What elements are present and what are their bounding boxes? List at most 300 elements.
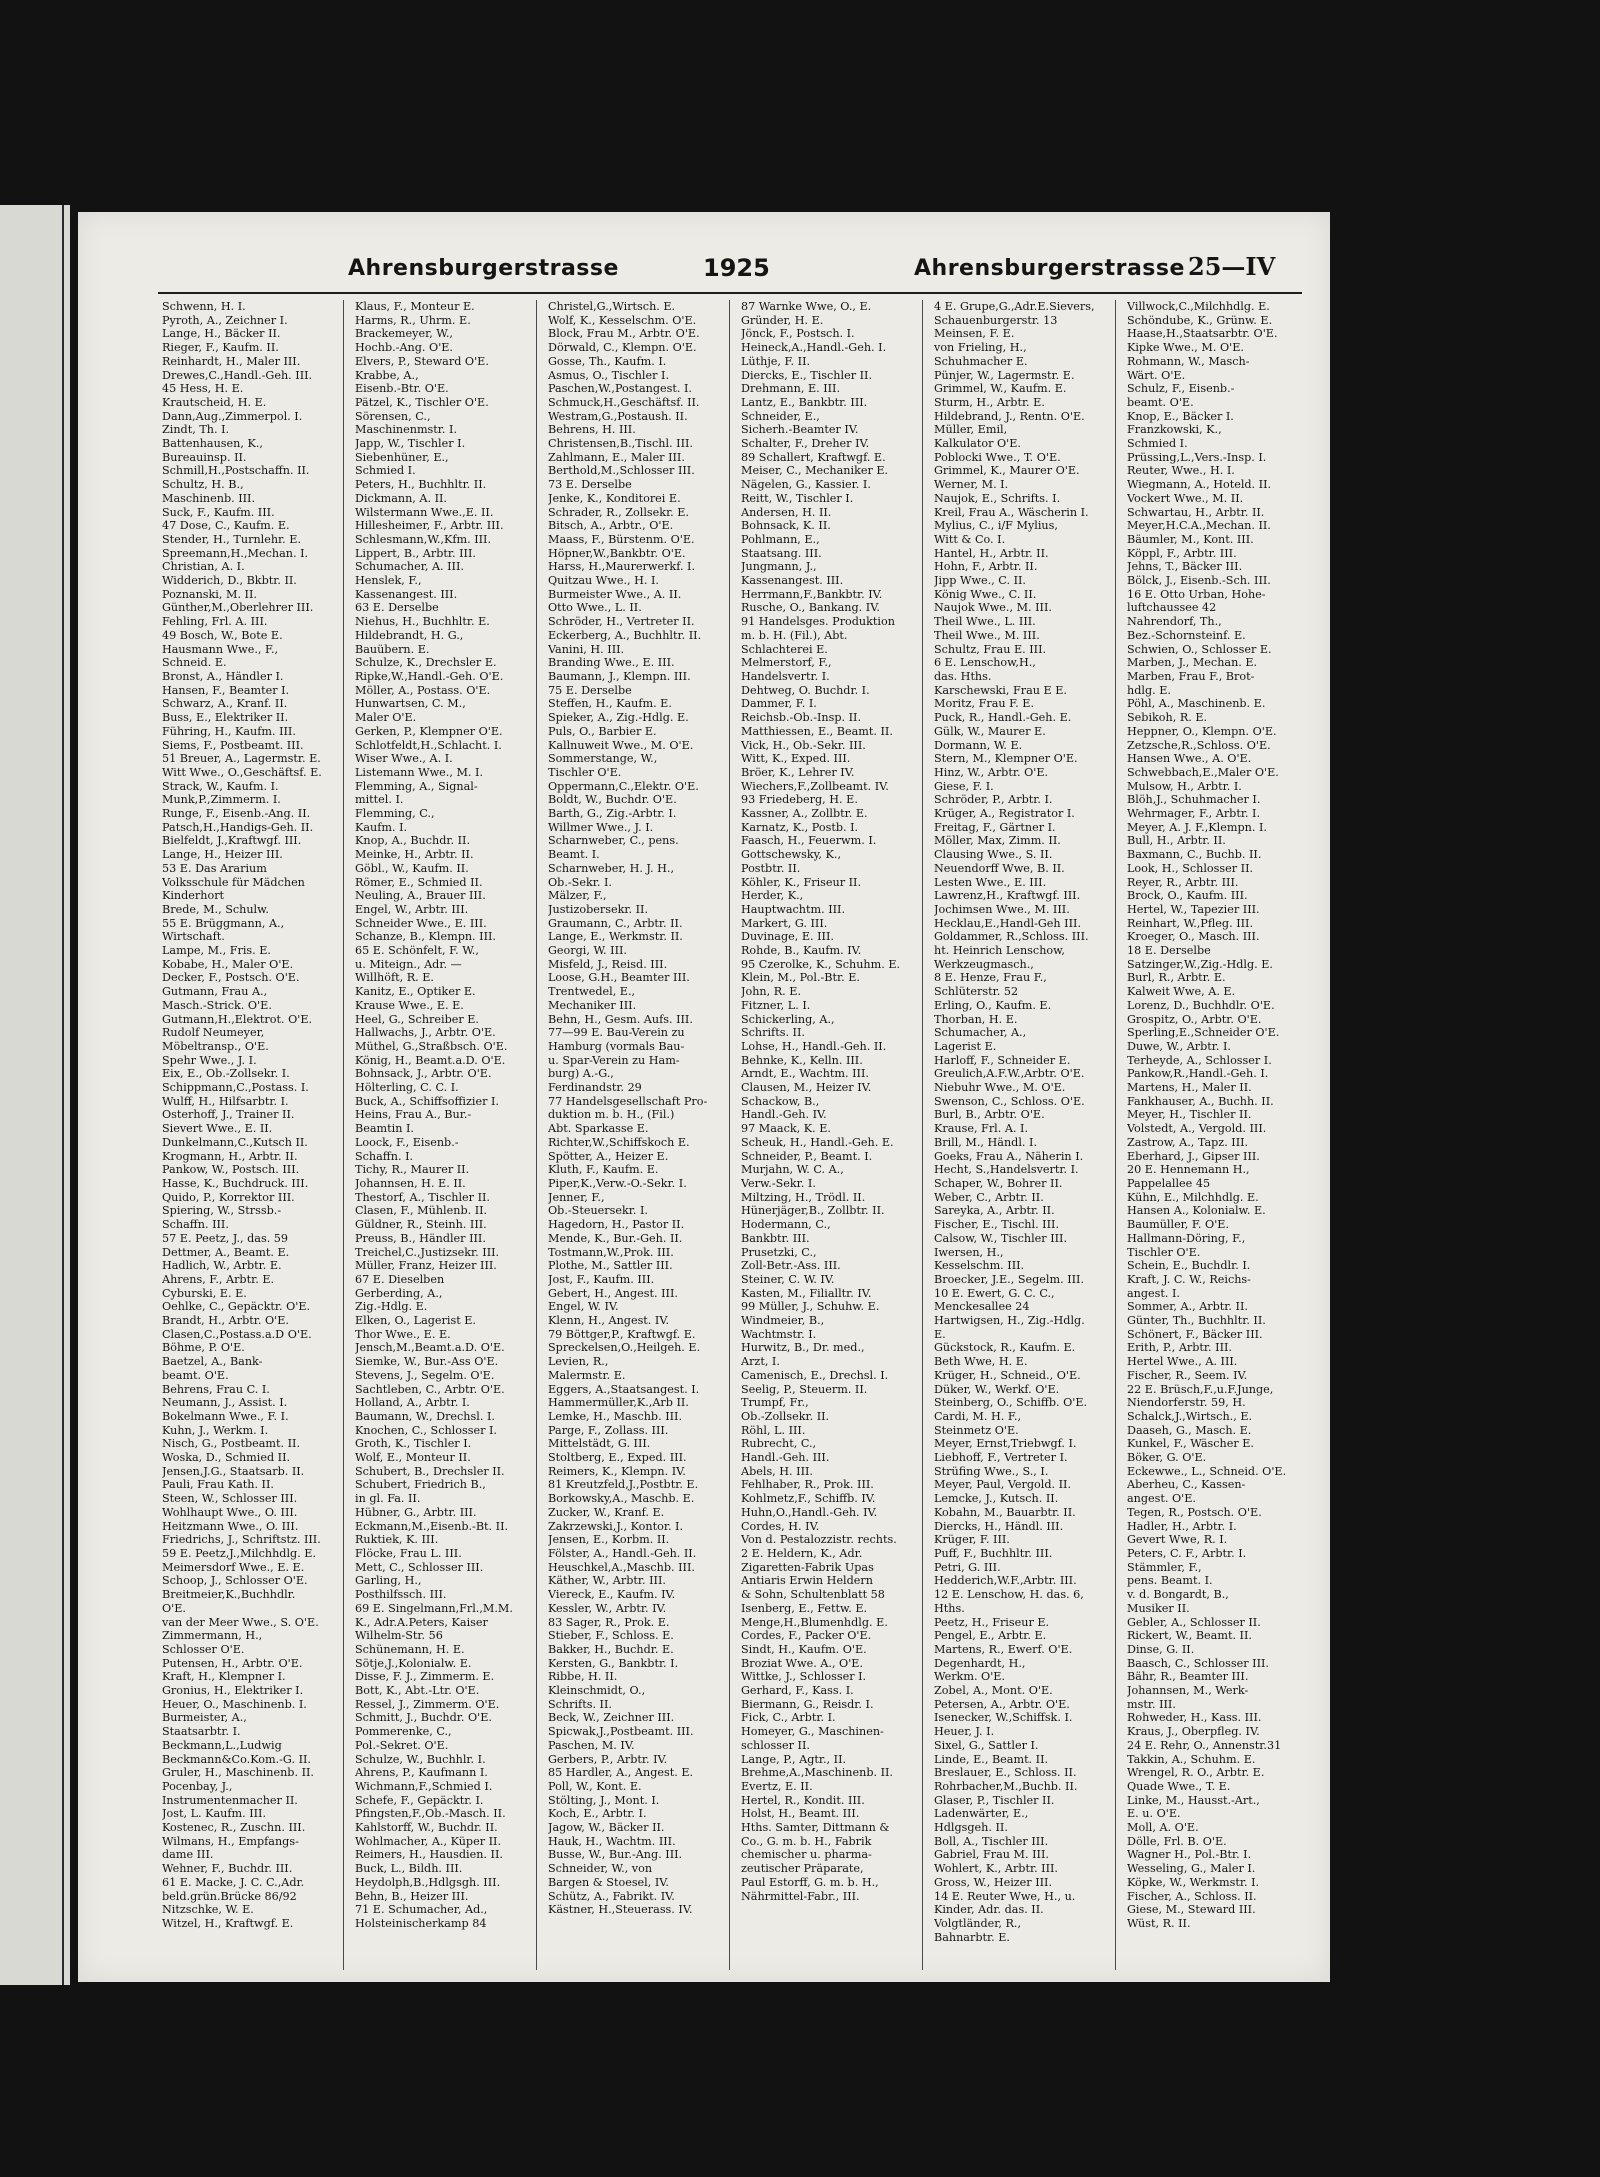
directory-entry: Gottschewsky, K.,	[741, 848, 842, 862]
directory-entry: 63 E. Derselbe	[355, 601, 439, 615]
directory-entry: Franzkowski, K.,	[1127, 423, 1222, 437]
directory-entry: Hauptwachtm. III.	[741, 902, 846, 916]
directory-entry: Wohlmacher, A., Küper II.	[355, 1834, 502, 1848]
directory-entry: Cardi, M. H. F.,	[934, 1409, 1021, 1423]
directory-entry: Tischler O'E.	[1127, 1245, 1201, 1259]
directory-entry: Willhöft, R. E.	[355, 971, 434, 985]
directory-entry: Christel,G.,Wirtsch. E.	[548, 300, 676, 313]
directory-entry: Behn, B., Heizer III.	[355, 1889, 469, 1903]
directory-entry: Thor Wwe., E. E.	[355, 1327, 451, 1341]
directory-entry: Meimersdorf Wwe., E. E.	[162, 1560, 305, 1574]
directory-entry: Werner, M. I.	[934, 478, 1009, 492]
directory-entry: Gerbers, P., Arbtr. IV.	[548, 1752, 668, 1766]
directory-entry: Dettmer, A., Beamt. E.	[162, 1245, 290, 1259]
directory-entry: Eckewwe., L., Schneid. O'E.	[1127, 1464, 1287, 1478]
directory-entry: Ahrens, P., Kaufmann I.	[355, 1766, 488, 1780]
directory-entry: Masch.-Strick. O'E.	[162, 998, 272, 1012]
directory-entry: Ribbe, H. II.	[548, 1670, 618, 1684]
directory-entry: 69 E. Singelmann,Frl.,M.M.	[355, 1601, 513, 1615]
directory-entry: Von d. Pestalozzistr. rechts.	[741, 1533, 897, 1547]
directory-entry: Prusetzki, C.,	[741, 1245, 817, 1259]
directory-entry: Wiechers,F.,Zollbeamt. IV.	[741, 779, 889, 793]
directory-entry: Brill, M., Händl. I.	[934, 1135, 1037, 1149]
directory-entry: 73 E. Derselbe	[548, 478, 632, 492]
directory-entry: 65 E. Schönfelt, F. W.,	[355, 944, 479, 958]
directory-entry: Kaufm. I.	[355, 820, 408, 834]
directory-entry: Krüger, F. III.	[934, 1533, 1010, 1547]
directory-entry: Gebler, A., Schlosser II.	[1127, 1615, 1261, 1629]
column-3	[548, 300, 730, 1970]
directory-entry: Spötter, A., Heizer E.	[548, 1149, 669, 1163]
directory-entry: Spieker, A., Zig.-Hdlg. E.	[548, 711, 689, 725]
directory-entry: Dehtweg, O. Buchdr. I.	[741, 683, 870, 697]
directory-entry: Knop, E., Bäcker I.	[1127, 409, 1234, 423]
directory-entry: Bohnsack, J., Arbtr. O'E.	[355, 1067, 492, 1081]
directory-entry: Hodermann, C.,	[741, 1218, 831, 1232]
directory-entry: Witt & Co. I.	[934, 532, 1006, 546]
directory-entry: Poll, W., Kont. E.	[548, 1779, 642, 1793]
directory-entry: Kessler, W., Arbtr. IV.	[548, 1601, 667, 1615]
directory-entry: Moll, A. O'E.	[1127, 1821, 1199, 1835]
directory-entry: Möller, Max, Zimm. II.	[934, 834, 1061, 848]
directory-entry: Sörensen, C.,	[355, 409, 431, 423]
directory-entry: das. Hths.	[934, 669, 992, 683]
directory-entry: Misfeld, J., Reisd. III.	[548, 957, 668, 971]
directory-entry: Sperling,E.,Schneider O'E.	[1127, 1026, 1280, 1040]
directory-entry: Vockert Wwe., M. II.	[1127, 491, 1244, 505]
directory-entry: 59 E. Peetz,J.,Milchhdlg. E.	[162, 1546, 317, 1560]
directory-entry: Engel, W., Arbtr. III.	[355, 902, 469, 916]
directory-entry: Stender, H., Turnlehr. E.	[162, 532, 301, 546]
directory-entry: Gosse, Th., Kaufm. I.	[548, 354, 667, 368]
directory-entry: Hansen, F., Beamter I.	[162, 683, 290, 697]
directory-entry: Blöh,J., Schuhmacher I.	[1127, 793, 1261, 807]
directory-entry: Volstedt, A., Vergold. III.	[1127, 1122, 1267, 1136]
directory-entry: Japp, W., Tischler I.	[355, 437, 466, 451]
directory-entry: Müller, Emil,	[934, 423, 1008, 437]
directory-entry: 57 E. Peetz, J., das. 59	[162, 1231, 289, 1245]
directory-entry: Buck, A., Schiffsoffizier I.	[355, 1094, 499, 1108]
directory-entry: Brede, M., Schulw.	[162, 902, 269, 916]
directory-entry: Gülk, W., Maurer E.	[934, 724, 1046, 738]
directory-entry: 95 Czerolke, K., Schuhm. E.	[741, 957, 901, 971]
directory-entry: Hübner, G., Arbtr. III.	[355, 1505, 477, 1519]
directory-entry: Krautscheid, H. E.	[162, 395, 267, 409]
directory-entry: Stieber, F., Schloss. E.	[548, 1629, 674, 1643]
directory-entry: Nährmittel-Fabr., III.	[741, 1889, 860, 1903]
directory-entry: Mittelstädt, G. III.	[548, 1437, 651, 1451]
directory-entry: Oppermann,C.,Elektr. O'E.	[548, 779, 699, 793]
directory-entry: Karschewski, Frau E E.	[934, 683, 1067, 697]
directory-entry: Suck, F., Kaufm. III.	[162, 505, 275, 519]
column-2	[355, 300, 537, 1970]
directory-entry: hdlg. E.	[1127, 683, 1171, 697]
directory-entry: Hadler, H., Arbtr. I.	[1127, 1519, 1237, 1533]
directory-entry: Kunkel, F., Wäscher E.	[1127, 1437, 1254, 1451]
directory-entry: Holsteinischerkamp 84	[355, 1916, 487, 1930]
directory-entry: Ob.-Steuersekr. I.	[548, 1204, 648, 1218]
directory-entry: Weber, C., Arbtr. II.	[934, 1190, 1044, 1204]
directory-entry: Rohrbacher,M.,Buchb. II.	[934, 1779, 1078, 1793]
directory-entry: Rohmann, W., Masch-	[1127, 354, 1250, 368]
directory-entry: Broziat Wwe. A., O'E.	[741, 1656, 864, 1670]
directory-entry: Staatsarbtr. I.	[162, 1725, 241, 1739]
directory-entry: angest. I.	[1127, 1286, 1180, 1300]
directory-entry: Decker, F., Postsch. O'E.	[162, 971, 300, 985]
directory-entry: Schwarz, A., Kranf. II.	[162, 697, 288, 711]
directory-entry: 99 Müller, J., Schuhw. E.	[741, 1300, 880, 1314]
directory-entry: Sturm, H., Arbtr. E.	[934, 395, 1045, 409]
directory-entry: beamt. O'E.	[162, 1368, 229, 1382]
directory-entry: Nägelen, G., Kassier. I.	[741, 478, 871, 492]
directory-entry: pens. Beamt. I.	[1127, 1574, 1213, 1588]
directory-entry: Burl, R., Arbtr. E.	[1127, 971, 1226, 985]
directory-entry: Hildebrand, J., Rentn. O'E.	[934, 409, 1085, 423]
directory-entry: Villwock,C.,Milchhdlg. E.	[1127, 300, 1270, 313]
directory-entry: Stoltberg, E., Exped. III.	[548, 1451, 687, 1465]
directory-entry: Iwersen, H.,	[934, 1245, 1004, 1259]
directory-entry: Steinmetz O'E.	[934, 1423, 1019, 1437]
directory-entry: Knop, A., Buchdr. II.	[355, 834, 471, 848]
directory-entry: Dammer, F. I.	[741, 697, 817, 711]
directory-entry: Reimers, K., Klempn. IV.	[548, 1464, 686, 1478]
directory-entry: Knochen, C., Schlosser I.	[355, 1423, 497, 1437]
directory-entry: Schmill,H.,Postschaffn. II.	[162, 464, 310, 478]
directory-entry: Staatsang. III.	[741, 546, 822, 560]
directory-entry: Krause Wwe., E. E.	[355, 998, 464, 1012]
directory-entry: Schrifts. II.	[548, 1697, 612, 1711]
directory-entry: Clausen, M., Heizer IV.	[741, 1081, 872, 1095]
directory-entry: Lemcke, J., Kutsch. II.	[934, 1492, 1059, 1506]
directory-entry: Schumacher, A. III.	[355, 560, 464, 574]
directory-entry: Spreckelsen,O.,Heilgeh. E.	[548, 1341, 701, 1355]
directory-entry: Liebhoff, F., Vertreter I.	[934, 1451, 1068, 1465]
directory-entry: Petersen, A., Arbtr. O'E.	[934, 1697, 1070, 1711]
directory-entry: Oehlke, C., Gepäcktr. O'E.	[162, 1300, 311, 1314]
directory-entry: chemischer u. pharma-	[741, 1848, 872, 1862]
directory-entry: Peters, H., Buchhltr. II.	[355, 478, 487, 492]
directory-entry: Bull, H., Arbtr. II.	[1127, 834, 1226, 848]
directory-entry: Georgi, W. III.	[548, 944, 627, 958]
directory-entry: Klaus, F., Monteur E.	[355, 300, 475, 313]
directory-entry: Kassenangest. III.	[741, 574, 844, 588]
directory-entry: 53 E. Das Ararium	[162, 861, 267, 875]
directory-entry: Sicherh.-Beamter IV.	[741, 423, 859, 437]
directory-entry: Kahlstorff, W., Buchdr. II.	[355, 1821, 498, 1835]
directory-entry: Look, H., Schlosser II.	[1127, 861, 1254, 875]
directory-entry: Levien, R.,	[548, 1355, 609, 1369]
directory-entry: 16 E. Otto Urban, Hohe-	[1127, 587, 1266, 601]
directory-entry: Schuhmacher E.	[934, 354, 1028, 368]
directory-entry: Maler O'E.	[355, 711, 417, 725]
directory-entry: Wiser Wwe., A. I.	[355, 752, 453, 766]
directory-entry: Bahnarbtr. E.	[934, 1930, 1010, 1944]
directory-entry: Abt. Sparkasse E.	[548, 1122, 649, 1136]
directory-entry: Schaper, W., Bohrer II.	[934, 1177, 1063, 1190]
directory-entry: Jochimsen Wwe., M. III.	[934, 902, 1070, 916]
directory-entry: Gutmann, Frau A.,	[162, 985, 268, 999]
directory-entry: Ripke,W.,Handl.-Geh. O'E.	[355, 669, 504, 683]
directory-entry: Zucker, W., Kranf. E.	[548, 1505, 665, 1519]
directory-entry: Evertz, E. II.	[741, 1779, 813, 1793]
directory-entry: Kesselschm. III.	[934, 1259, 1025, 1273]
directory-entry: Schultz, Frau E. III.	[934, 642, 1047, 656]
directory-entry: Kohlmetz,F., Schiffb. IV.	[741, 1492, 876, 1506]
directory-entry: Pol.-Sekret. O'E.	[355, 1738, 449, 1752]
directory-entry: John, R. E.	[741, 985, 802, 999]
directory-entry: Rickert, W., Beamt. II.	[1127, 1629, 1252, 1643]
directory-entry: Harss, H.,Maurerwerkf. I.	[548, 560, 696, 574]
directory-entry: Spehr Wwe., J. I.	[162, 1053, 257, 1067]
directory-entry: Andersen, H. II.	[741, 505, 832, 519]
directory-entry: in gl. Fa. II.	[355, 1492, 421, 1506]
directory-entry: Sindt, H., Kaufm. O'E.	[741, 1642, 867, 1656]
directory-entry: Schaffn. I.	[355, 1149, 414, 1163]
header-year: 1925	[703, 254, 770, 282]
directory-entry: Hochb.-Ang. O'E.	[355, 341, 453, 355]
directory-entry: Graumann, C., Arbtr. II.	[548, 916, 683, 930]
directory-entry: Kraft, H., Klempner I.	[162, 1670, 286, 1684]
directory-entry: Dann,Aug.,Zimmerpol. I.	[162, 409, 303, 423]
directory-entry: Nitzschke, W. E.	[162, 1903, 254, 1917]
directory-entry: Schultz, H. B.,	[162, 478, 244, 492]
directory-entry: mstr. III.	[1127, 1697, 1176, 1711]
directory-entry: Parge, F., Zollass. III.	[548, 1423, 669, 1437]
directory-entry: Beckmann,L.,Ludwig	[162, 1738, 282, 1752]
directory-entry: angest. O'E.	[1127, 1492, 1196, 1506]
directory-entry: Borkowsky,A., Maschb. E.	[548, 1492, 695, 1506]
directory-entry: Marben, Frau F., Brot-	[1127, 669, 1255, 683]
directory-entry: Wohlhaupt Wwe., O. III.	[162, 1505, 298, 1519]
directory-entry: Köhler, K., Friseur II.	[741, 875, 862, 889]
directory-entry: Wrengel, R. O., Arbtr. E.	[1127, 1766, 1265, 1780]
directory-entry: Marben, J., Mechan. E.	[1127, 656, 1258, 670]
directory-entry: Fick, C., Arbtr. I.	[741, 1711, 836, 1725]
directory-entry: Lampe, M., Fris. E.	[162, 944, 271, 958]
directory-entry: Göbl., W., Kaufm. II.	[355, 861, 469, 875]
directory-entry: Matthiessen, E., Beamt. II.	[741, 724, 893, 738]
directory-entry: Gabriel, Frau M. III.	[934, 1848, 1049, 1862]
directory-entry: König Wwe., C. II.	[934, 587, 1037, 601]
directory-entry: Hedderich,W.F.,Arbtr. III.	[934, 1574, 1077, 1588]
directory-entry: Moritz, Frau F. E.	[934, 697, 1035, 711]
directory-entry: Tostmann,W.,Prok. III.	[548, 1245, 674, 1259]
directory-entry: 2 E. Heldern, K., Adr.	[741, 1546, 863, 1560]
directory-entry: Schrader, R., Zollsekr. E.	[548, 505, 690, 519]
directory-entry: Hillesheimer, F., Arbtr. III.	[355, 519, 504, 533]
directory-entry: Hausmann Wwe., F.,	[162, 642, 279, 656]
directory-entry: Mylius, C., i/F Mylius,	[934, 519, 1058, 533]
directory-entry: Hammermüller,K.,Arb II.	[548, 1396, 689, 1410]
directory-entry: Scheuk, H., Handl.-Geh. E.	[741, 1135, 894, 1149]
directory-entry: 75 E. Derselbe	[548, 683, 632, 697]
directory-entry: Garling, H.,	[355, 1574, 422, 1588]
directory-entry: Reinhardt, H., Maler III.	[162, 354, 301, 368]
directory-entry: Klein, M., Pol.-Btr. E.	[741, 971, 860, 985]
directory-entry: Schmied I.	[1127, 437, 1188, 451]
directory-entry: 97 Maack, K. E.	[741, 1122, 831, 1136]
directory-entry: Handl.-Geh. IV.	[741, 1108, 827, 1122]
directory-entry: Fehling, Frl. A. III.	[162, 615, 268, 629]
directory-entry: Ladenwärter, E.,	[934, 1807, 1029, 1821]
directory-entry: Barth, G., Zig.-Arbtr. I.	[548, 807, 677, 821]
directory-entry: Pfingsten,F.,Ob.-Masch. II.	[355, 1807, 506, 1821]
directory-entry: Wachtmstr. I.	[741, 1327, 817, 1341]
directory-entry: Zastrow, A., Tapz. III.	[1127, 1135, 1249, 1149]
directory-entry: Hecht, S.,Handelsvertr. I.	[934, 1163, 1079, 1177]
directory-entry: Listemann Wwe., M. I.	[355, 765, 484, 779]
directory-entry: Duwe, W., Arbtr. I.	[1127, 1039, 1231, 1053]
directory-entry: Heuer, J. I.	[934, 1725, 995, 1739]
directory-entry: Berthold,M.,Schlosser III.	[548, 464, 695, 478]
directory-entry: Volksschule für Mädchen	[162, 875, 305, 889]
directory-entry: Gross, W., Heizer III.	[934, 1875, 1053, 1889]
header-street-right: Ahrensburgerstrasse	[914, 256, 1185, 281]
directory-entry: Linke, M., Hausst.-Art.,	[1127, 1793, 1260, 1807]
directory-entry: Güldner, R., Steinh. III.	[355, 1218, 487, 1232]
directory-entry: Kästner, H.,Steuerass. IV.	[548, 1903, 693, 1917]
directory-entry: Niendorferstr. 59, H.	[1127, 1396, 1246, 1410]
directory-entry: Herrmann,F.,Bankbtr. IV.	[741, 587, 883, 601]
directory-entry: Hünerjäger,B., Zollbtr. II.	[741, 1204, 885, 1218]
directory-entry: Gerberding, A.,	[355, 1286, 443, 1300]
directory-entry: Peetz, H., Friseur E.	[934, 1615, 1050, 1629]
directory-entry: Günter, Th., Buchhltr. II.	[1127, 1314, 1266, 1328]
directory-entry: Jehns, T., Bäcker III.	[1127, 560, 1243, 574]
directory-entry: Pöhl, A., Maschinenb. E.	[1127, 697, 1266, 711]
directory-entry: Zahlmann, E., Maler III.	[548, 450, 685, 464]
directory-entry: Christian, A. I.	[162, 560, 245, 574]
directory-entry: Gründer, H. E.	[741, 313, 824, 327]
directory-entry: Wittke, J., Schlosser I.	[741, 1670, 867, 1684]
directory-entry: Rusche, O., Bankang. IV.	[741, 601, 880, 615]
directory-entry: Wärt. O'E.	[1127, 368, 1186, 382]
directory-entry: Wolf, K., Kesselschm. O'E.	[548, 313, 697, 327]
directory-entry: Gebert, H., Angest. III.	[548, 1286, 678, 1300]
directory-entry: Bokelmann Wwe., F. I.	[162, 1409, 289, 1423]
directory-entry: Schlachterei E.	[741, 642, 828, 656]
directory-entry: Rohweder, H., Kass. III.	[1127, 1711, 1262, 1725]
directory-entry: König, H., Beamt.a.D. O'E.	[355, 1053, 506, 1067]
directory-entry: Krabbe, A.,	[355, 368, 419, 382]
directory-entry: Gronius, H., Elektriker I.	[162, 1684, 304, 1698]
directory-entry: Zindt, Th. I.	[162, 423, 230, 437]
directory-page	[78, 212, 1330, 1982]
directory-entry: Disse, F. J., Zimmerm. E.	[355, 1670, 495, 1684]
directory-entry: Krüger, H., Schneid., O'E.	[934, 1368, 1081, 1382]
directory-entry: Baumüller, F. O'E.	[1127, 1218, 1230, 1232]
directory-entry: Eisenb.-Btr. O'E.	[355, 382, 449, 396]
directory-entry: Murjahn, W. C. A.,	[741, 1163, 844, 1177]
directory-entry: Grimmel, K., Maurer O'E.	[934, 464, 1080, 478]
directory-entry: Fischer, R., Seem. IV.	[1127, 1368, 1248, 1382]
directory-entry: K., Adr.A.Peters, Kaiser	[355, 1615, 488, 1629]
directory-entry: Bitsch, A., Arbtr., O'E.	[548, 519, 674, 533]
directory-entry: Wichmann,F.,Schmied I.	[355, 1779, 493, 1793]
directory-entry: Lüthje, F. II.	[741, 354, 811, 368]
directory-entry: Handl.-Geh. III.	[741, 1451, 830, 1465]
directory-entry: 81 Kreutzfeld,J.,Postbtr. E.	[548, 1478, 699, 1492]
directory-entry: Handelsvertr. I.	[741, 669, 830, 683]
directory-entry: Justizobersekr. II.	[548, 902, 649, 916]
directory-entry: Kraus, J., Oberpfleg. IV.	[1127, 1725, 1260, 1739]
directory-entry: Zimmermann, H.,	[162, 1629, 263, 1643]
directory-entry: 49 Bosch, W., Bote E.	[162, 628, 283, 642]
directory-entry: Klenn, H., Angest. IV.	[548, 1314, 670, 1328]
directory-entry: Sötje,J.,Kolonialw. E.	[355, 1656, 472, 1670]
directory-entry: burg) A.-G.,	[548, 1067, 614, 1081]
directory-entry: Dickmann, A. II.	[355, 491, 447, 505]
directory-entry: Bohnsack, K. II.	[741, 519, 831, 533]
directory-entry: luftchaussee 42	[1127, 601, 1217, 615]
directory-columns	[162, 300, 1312, 1970]
directory-entry: Schünemann, H. E.	[355, 1642, 465, 1656]
directory-entry: Schlesmann,W.,Kfm. III.	[355, 532, 492, 546]
directory-entry: Wilmans, H., Empfangs-	[162, 1834, 299, 1848]
directory-entry: 71 E. Schumacher, Ad.,	[355, 1903, 488, 1917]
directory-entry: Neuling, A., Brauer III.	[355, 889, 486, 903]
directory-entry: Hallwachs, J., Arbtr. O'E.	[355, 1026, 496, 1040]
directory-entry: Posthilfssch. III.	[355, 1588, 447, 1602]
directory-entry: Battenhausen, K.,	[162, 437, 263, 451]
directory-entry: Otto Wwe., L. II.	[548, 601, 642, 615]
directory-entry: Breitmeier,K.,Buchhdlr.	[162, 1588, 296, 1602]
directory-entry: Elken, O., Lagerist E.	[355, 1314, 476, 1328]
directory-entry: Tischler O'E.	[548, 765, 622, 779]
directory-entry: Fehlhaber, R., Prok. III.	[741, 1478, 874, 1492]
directory-entry: Rudolf Neumeyer,	[162, 1026, 265, 1040]
directory-entry: Burl, B., Arbtr. O'E.	[934, 1108, 1045, 1122]
directory-entry: Viereck, E., Kaufm. IV.	[548, 1588, 676, 1602]
directory-entry: Freitag, F., Gärtner I.	[934, 820, 1056, 834]
directory-entry: Steiner, C. W. IV.	[741, 1272, 835, 1286]
directory-entry: Köppl, F., Arbtr. III.	[1127, 546, 1237, 560]
directory-entry: Steffen, H., Kaufm. E.	[548, 697, 672, 711]
directory-entry: 55 E. Brüggmann, A.,	[162, 916, 285, 930]
directory-entry: Elvers, P., Steward O'E.	[355, 354, 489, 368]
directory-entry: Schneider Wwe., E. III.	[355, 916, 487, 930]
directory-entry: Wilstermann Wwe.,E. II.	[355, 505, 494, 519]
directory-entry: Schlotfeldt,H.,Schlacht. I.	[355, 738, 502, 752]
column-divider	[343, 300, 344, 1970]
directory-entry: Postbtr. II.	[741, 861, 801, 875]
directory-entry: Terheyde, A., Schlosser I.	[1127, 1053, 1272, 1067]
directory-entry: Hertel Wwe., A. III.	[1127, 1355, 1238, 1369]
directory-entry: Theil Wwe., M. III.	[934, 628, 1040, 642]
directory-entry: Lange, P., Agtr., II.	[741, 1752, 847, 1766]
directory-entry: Bott, K., Abt.-Ltr. O'E.	[355, 1684, 480, 1698]
directory-entry: Schulze, K., Drechsler E.	[355, 656, 497, 670]
directory-entry: 45 Hess, H. E.	[162, 382, 244, 396]
directory-entry: Maass, F., Bürstenm. O'E.	[548, 532, 695, 546]
directory-entry: Burmeister Wwe., A. II.	[548, 587, 682, 601]
directory-entry: Cordes, H. IV.	[741, 1519, 820, 1533]
directory-entry: van der Meer Wwe., S. O'E.	[162, 1615, 319, 1629]
directory-entry: Schöndube, K., Grünw. E.	[1127, 313, 1273, 327]
directory-entry: 10 E. Ewert, G. C. C.,	[934, 1286, 1055, 1300]
directory-entry: Werkzeugmasch.,	[934, 957, 1034, 971]
directory-entry: Schefe, F., Gepäcktr. I.	[355, 1793, 484, 1807]
directory-entry: Instrumentenmacher II.	[162, 1793, 298, 1807]
directory-entry: Piper,K.,Verw.-O.-Sekr. I.	[548, 1177, 687, 1190]
directory-entry: Jönck, F., Postsch. I.	[741, 327, 855, 341]
directory-entry: Homeyer, G., Maschinen-	[741, 1725, 884, 1739]
directory-entry: 67 E. Dieselben	[355, 1272, 445, 1286]
directory-entry: Isenecker, W.,Schiffsk. I.	[934, 1711, 1073, 1725]
directory-entry: Meiser, C., Mechaniker E.	[741, 464, 889, 478]
directory-entry: E. u. O'E.	[1127, 1807, 1181, 1821]
directory-entry: Lange, H., Heizer III.	[162, 848, 283, 862]
